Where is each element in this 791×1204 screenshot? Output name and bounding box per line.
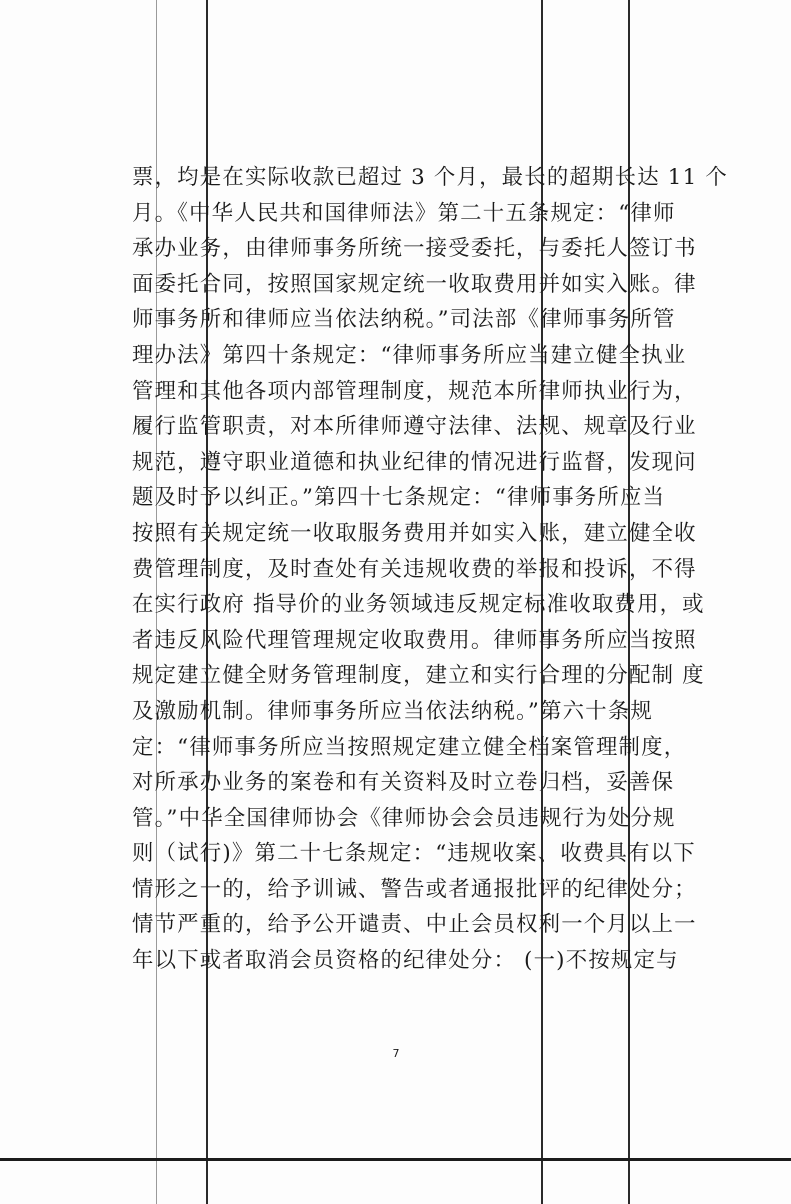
body-text <box>132 160 729 979</box>
text-line: 管。”中华全国律师协会《律师协会会员违规行为处分规 <box>132 805 676 831</box>
text-line: 管理和其他各项内部管理制度，规范本所律师执业行为， <box>132 378 697 404</box>
text-line: 及激励机制。律师事务所应当依法纳税。”第六十条规 <box>132 698 654 724</box>
text-line: 师事务所和律师应当依法纳税。”司法部《律师事务所管 <box>132 307 676 333</box>
scan-line-bottom <box>0 1158 791 1161</box>
text-line: 承办业务，由律师事务所统一接受委托，与委托人签订书 <box>132 236 697 262</box>
text-line: 对所承办业务的案卷和有关资料及时立卷归档，妥善保 <box>132 770 675 796</box>
text-line: 月。《中华人民共和国律师法》第二十五条规定：“律师 <box>132 200 676 226</box>
text-line: 年以下或者取消会员资格的纪律处分： (一)不按规定与 <box>132 948 679 974</box>
text-line: 按照有关规定统一收取服务费用并如实入账，建立健全收 <box>132 520 697 546</box>
text-line: 规范，遵守职业道德和执业纪律的情况进行监督，发现问 <box>132 449 697 475</box>
text-line: 费管理制度，及时查处有关违规收费的举报和投诉，不得 <box>132 556 697 582</box>
text-line: 者违反风险代理管理规定收取费用。律师事务所应当按照 <box>132 627 697 653</box>
text-line: 在实行政府 指导价的业务领域违反规定标准收取费用，或 <box>132 592 705 618</box>
text-line: 票，均是在实际收款已超过 3 个月，最长的超期长达 11 个 <box>132 165 729 190</box>
text-line: 情节严重的，给予公开谴责、中止会员权利一个月以上一 <box>132 912 697 938</box>
text-line: 则（试行)》第二十七条规定：“违规收案、收费具有以下 <box>132 841 696 867</box>
text-line: 题及时予以纠正。”第四十七条规定：“律师事务所应当 <box>132 485 666 511</box>
text-line: 定：“律师事务所应当按照规定建立健全档案管理制度， <box>132 734 687 760</box>
text-line: 规定建立健全财务管理制度，建立和实行合理的分配制 度 <box>132 663 705 689</box>
text-line: 履行监管职责，对本所律师遵守法律、法规、规章及行业 <box>132 414 697 440</box>
text-line: 面委托合同，按照国家规定统一收取费用并如实入账。律 <box>132 271 697 297</box>
page-number: 7 <box>392 1047 400 1060</box>
text-line: 理办法》第四十条规定：“律师事务所应当建立健全执业 <box>132 342 687 368</box>
text-line: 情形之一的，给予训诫、警告或者通报批评的纪律处分； <box>132 876 697 902</box>
